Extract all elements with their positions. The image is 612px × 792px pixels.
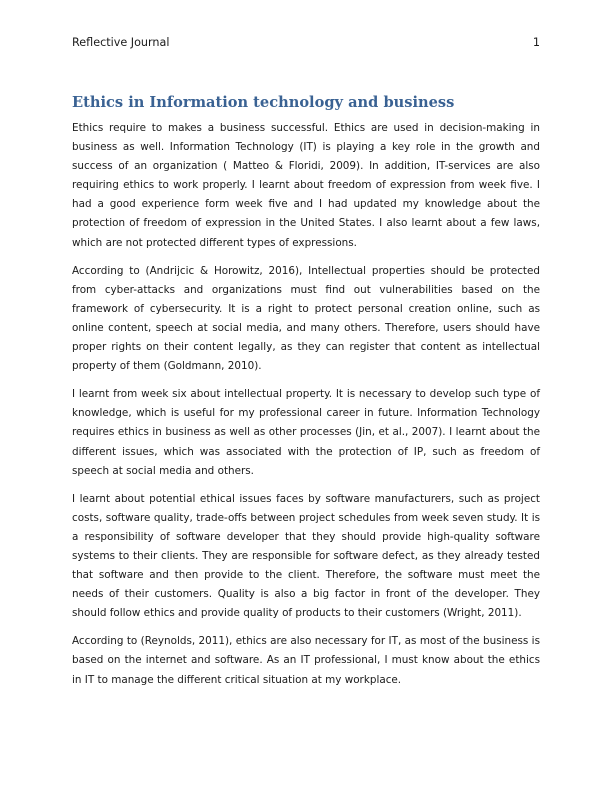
running-header-title: Reflective Journal (72, 36, 170, 49)
paragraph-4: I learnt about potential ethical issues faces by software manufacturers, such as project costs, software quality, trade-offs between project schedules from week seven study. It is a responsibility of software developer that they should provide high-quality software systems to their clients. They are responsible for software defect, as they already tested that software and then provide to the client. Therefore, the software must meet the needs of their customers. Quality is also a big factor in front of the developer. They should follow ethics and provide quality of products to their customers (Wright, 2011). (72, 492, 540, 620)
paragraph-1: Ethics require to makes a business successful. Ethics are used in decision-making in business as well. Information Technology (IT) is playing a key role in the growth and success of an organization ( Matteo & Floridi, 2009). In addition, IT-services are also requiring ethics to work properly. I learnt about freedom of expression from week five. I had a good experience form week five and I had updated my knowledge about the protection of freedom of expression in the United States. I also learnt about a few laws, which are not protected different types of expressions. (72, 122, 540, 249)
document-body (72, 92, 540, 699)
paragraph-5: According to (Reynolds, 2011), ethics are also necessary for IT, as most of the business is based on the internet and software. As an IT professional, I must know about the ethics in IT to manage the different critical situation at my workplace. (72, 635, 540, 686)
page-number: 1 (532, 36, 540, 49)
running-header (72, 35, 540, 51)
section-heading: Ethics in Information technology and business (72, 94, 455, 111)
paragraph-2: According to (Andrijcic & Horowitz, 2016), Intellectual properties should be protected from cyber-attacks and organizations must find out vulnerabilities based on the framework of cybersecurity. It is a right to protect personal creation online, such as online content, speech at social media, and many others. Therefore, users should have proper rights on their content legally, as they can register that content as intellectual property of them (Goldmann, 2010). (72, 264, 540, 373)
paragraph-3: I learnt from week six about intellectual property. It is necessary to develop such type of knowledge, which is useful for my professional career in future. Information Technology requires ethics in business as well as other processes (Jin, et al., 2007). I learnt about the different issues, which was associated with the protection of IP, such as freedom of speech at social media and others. (72, 388, 540, 477)
